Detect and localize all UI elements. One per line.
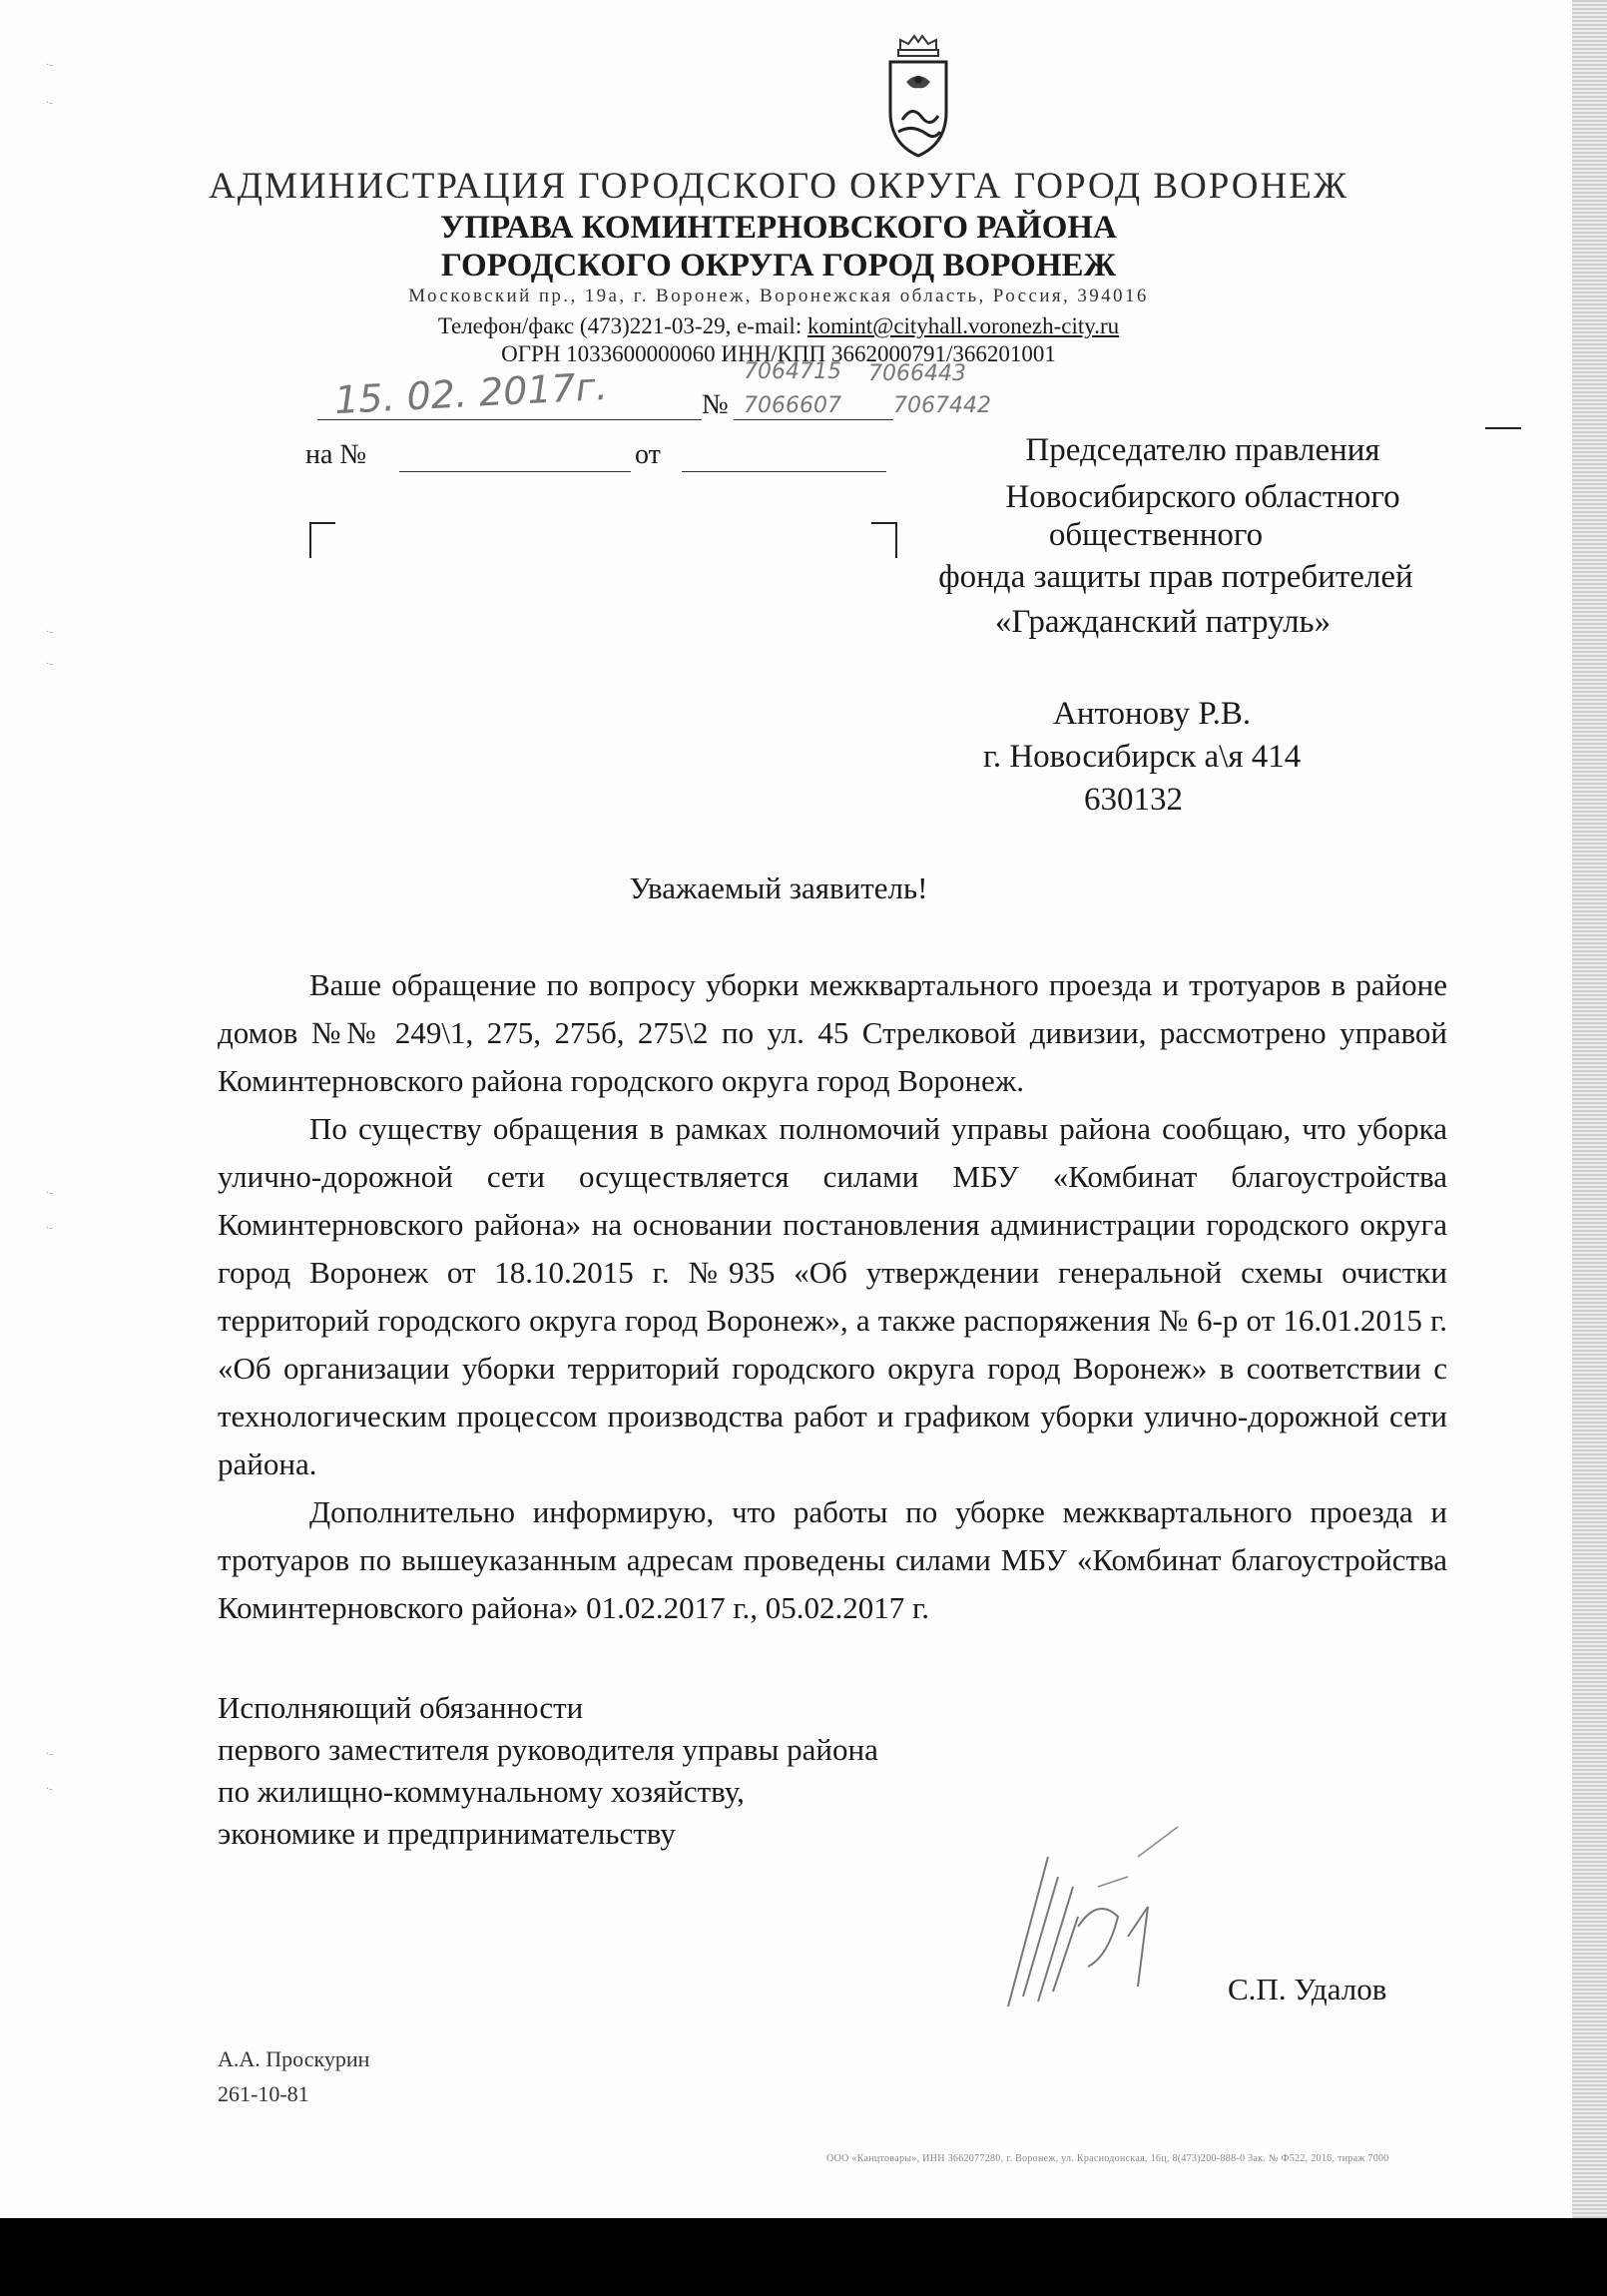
header-ogrn: ОГРН 1033600000060 ИНН/КПП 3662000791/366201001 — [501, 341, 1056, 366]
email-link[interactable]: komint@cityhall.voronezh-city.ru — [806, 313, 1120, 338]
scan-tick: ·- — [46, 1188, 53, 1199]
handwritten-number-1: 7064715 — [744, 359, 841, 384]
ref-number-label: на № — [305, 439, 367, 470]
executor-name: А.А. Проскурин — [218, 2046, 370, 2071]
phone-fax: Телефон/факс (473)221-03-29, e-mail: — [437, 313, 807, 338]
scanner-bottom-bar — [0, 2218, 1607, 2296]
executor-block — [218, 2041, 369, 2111]
header-contacts — [0, 313, 1557, 339]
handwritten-number-4: 7067442 — [893, 393, 991, 418]
handwritten-date: 15. 02. 2017г. — [333, 363, 609, 423]
header-address: Московский пр., 19а, г. Воронеж, Воронежская область, Россия, 394016 — [408, 286, 1149, 306]
recipient-line-1: Председателю правления — [1025, 432, 1380, 468]
scan-tick: ·- — [46, 1784, 53, 1795]
signatory-position — [218, 1687, 878, 1855]
signatory-line-3: по жилищно-коммунальному хозяйству, — [218, 1774, 745, 1809]
recipient-postcode: 630132 — [1084, 782, 1183, 818]
body-paragraph-1: Ваше обращение по вопросу уборки межквартального проезда и тротуаров в районе домов №№ 249\1, 275, 275б, 275\2 по ул. 45 Стрелковой дивизии, рассмотрено управой Коминтерновского района городского округа город Воронеж. — [218, 967, 1447, 1098]
ref-number-underline — [399, 471, 631, 472]
letter-body — [218, 961, 1447, 1632]
executor-phone: 261-10-81 — [218, 2081, 309, 2106]
print-imprint: ООО «Канцтовары», ИНН 3662077280, г. Воронеж, ул. Краснодонская, 16ц, 8(473)200-888-0 Зак. № Ф522, 2016, тираж 7000 — [826, 2153, 1389, 2164]
signatory-line-4: экономике и предпринимательству — [218, 1816, 676, 1851]
recipient-line-2: Новосибирского областного — [1005, 479, 1400, 515]
scan-tick: ·- — [46, 627, 53, 638]
recipient-line-4: фонда защиты прав потребителей — [938, 559, 1413, 595]
body-paragraph-3: Дополнительно информирую, что работы по уборке межквартального проезда и тротуаров по вышеуказанным адресам проведены силами МБУ «Комбинат благоустройства Коминтерновского района» 01.02.2017 г., 05.02.2017 г. — [218, 1494, 1447, 1625]
uprava-title-line1: УПРАВА КОМИНТЕРНОВСКОГО РАЙОНА — [440, 210, 1117, 246]
ref-from-label: от — [635, 439, 661, 470]
scan-tick: ·- — [46, 98, 53, 109]
scan-tick: ·- — [46, 1223, 53, 1234]
scan-tick: ·- — [46, 60, 53, 71]
recipient-line-5: «Гражданский патруль» — [994, 604, 1332, 640]
administration-title: АДМИНИСТРАЦИЯ ГОРОДСКОГО ОКРУГА ГОРОД ВОРОНЕЖ — [209, 166, 1348, 207]
recipient-city: г. Новосибирск а\я 414 — [983, 739, 1302, 775]
signatory-line-1: Исполняющий обязанности — [218, 1690, 584, 1725]
scan-tick: ·- — [46, 659, 53, 670]
handwritten-number-3: 7066607 — [744, 393, 841, 418]
handwritten-signature — [978, 1817, 1228, 2016]
handwritten-number-2: 7066443 — [868, 361, 966, 386]
scanner-edge-strip — [1572, 0, 1607, 2218]
ref-from-underline — [682, 471, 886, 472]
signatory-line-2: первого заместителя руководителя управы района — [218, 1732, 878, 1767]
recipient-name: Антонову Р.В. — [1053, 696, 1252, 732]
coat-of-arms-icon — [878, 32, 958, 162]
body-paragraph-2: По существу обращения в рамках полномочий управы района сообщаю, что уборка улично-дорожной сети осуществляется силами МБУ «Комбинат благоустройства Коминтерновского района» на основании постановления администрации городского округа город Воронеж от 18.10.2015 г. №935 «Об утверждении генеральной схемы очистки территорий городского округа город Воронеж», а также распоряжения № 6-р от 16.01.2015 г. «Об организации уборки территорий городского округа город Воронеж» в соответствии с технологическим процессом производства работ и графиком уборки улично-дорожной сети района. — [218, 1111, 1447, 1481]
number-underline — [734, 419, 893, 420]
signatory-name: С.П. Удалов — [1228, 1972, 1387, 2007]
salutation: Уважаемый заявитель! — [629, 870, 928, 905]
uprava-title-line2: ГОРОДСКОГО ОКРУГА ГОРОД ВОРОНЕЖ — [440, 248, 1117, 284]
scan-tick: ·- — [46, 1749, 53, 1760]
number-label: № — [702, 389, 729, 420]
corner-mark-left — [309, 522, 335, 558]
recipient-line-3: общественного — [1048, 517, 1264, 553]
